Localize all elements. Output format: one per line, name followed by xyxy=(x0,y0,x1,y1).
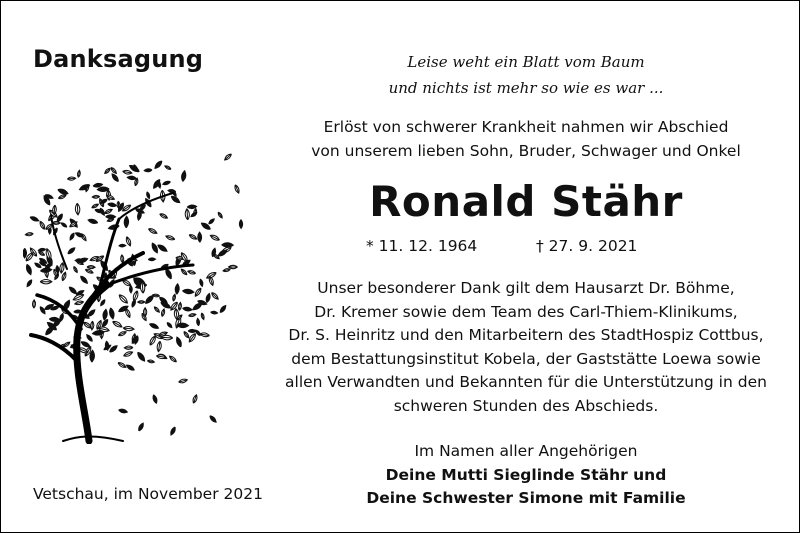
motto-verse xyxy=(266,49,786,101)
thanks-line: Unser besonderer Dank gilt dem Hausarzt Dr. Böhme, xyxy=(317,279,735,297)
intro-line: von unserem lieben Sohn, Bruder, Schwager und Onkel xyxy=(311,141,741,160)
signature-block xyxy=(266,440,786,511)
intro-text xyxy=(266,116,786,163)
thanks-line: allen Verwandten und Bekannten für die Unterstützung in den xyxy=(285,373,767,391)
death-date: † 27. 9. 2021 xyxy=(536,237,638,255)
thanks-line: Dr. S. Heinritz und den Mitarbeitern des StadtHospiz Cottbus, xyxy=(288,326,764,344)
signature-line: Deine Mutti Sieglinde Stähr und xyxy=(385,465,667,484)
thanks-line: dem Bestattungsinstitut Kobela, der Gaststätte Loewa sowie xyxy=(291,349,761,368)
windblown-tree-icon xyxy=(23,149,248,444)
motto-line: Leise weht ein Blatt vom Baum xyxy=(407,53,645,71)
birth-date: * 11. 12. 1964 xyxy=(366,237,478,255)
thanks-line: Dr. Kremer sowie dem Team des Carl-Thiem-Klinikums, xyxy=(314,302,738,321)
thanks-line: schweren Stunden des Abschieds. xyxy=(393,396,659,415)
motto-line: und nichts ist mehr so wie es war ... xyxy=(388,79,664,97)
deceased-name: Ronald Stähr xyxy=(369,177,683,226)
signature-intro: Im Namen aller Angehörigen xyxy=(414,442,638,460)
thanks-text xyxy=(266,277,786,418)
life-dates xyxy=(266,237,786,259)
intro-line: Erlöst von schwerer Krankheit nahmen wir Abschied xyxy=(323,118,729,136)
notice-heading: Danksagung xyxy=(33,45,204,73)
place-date: Vetschau, im November 2021 xyxy=(33,485,263,503)
signature-line: Deine Schwester Simone mit Familie xyxy=(366,489,686,507)
